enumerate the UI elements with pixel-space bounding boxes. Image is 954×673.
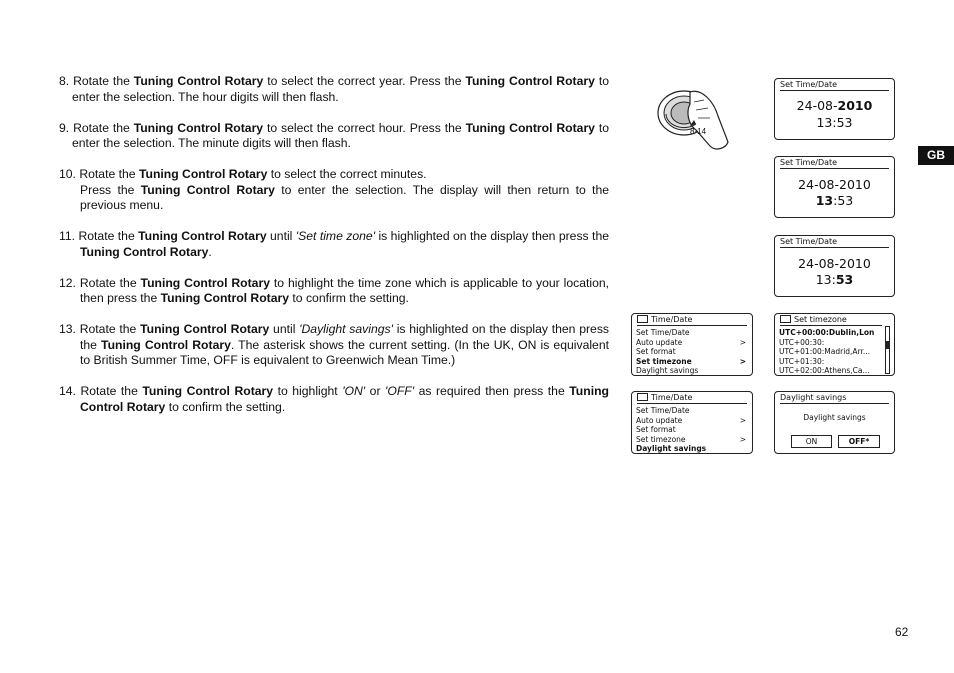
menu-row-label: UTC+01:30: (779, 356, 825, 366)
menu-row-label: UTC+01:00:Madrid,Arr... (779, 347, 871, 356)
menu-row-label: UTC+02:00:Athens,Ca... (779, 366, 870, 375)
menu-row-label: Auto update (636, 337, 683, 347)
text-run: to highlight the time zone which is applicable to your location, then press the (80, 275, 610, 305)
display-set-hour (774, 156, 895, 218)
off-option-selected: OFF* (838, 435, 880, 448)
text-run: is highlighted on the display then press the (80, 322, 610, 352)
menu-row-selected (779, 328, 882, 338)
time-prefix: 13: (815, 272, 836, 287)
menu-row (636, 425, 746, 435)
menu-row-label: Set timezone (636, 434, 686, 444)
step-number: 10. (59, 167, 80, 181)
text-run: Rotate the (73, 120, 134, 135)
step-text (59, 167, 609, 183)
text-run: to select the correct hour. Press the (263, 120, 466, 135)
step-text (59, 276, 609, 307)
step-text (59, 121, 609, 152)
quoted-menu-item: 'Daylight savings' (299, 322, 393, 336)
text-run: Rotate the (73, 74, 134, 88)
display-time-date-menu-daylight (631, 391, 753, 454)
display-header (637, 393, 747, 404)
tuning-knob-illustration (652, 84, 732, 156)
menu-row (636, 328, 746, 338)
text-run: Rotate the (79, 322, 141, 336)
quoted-menu-item: 'ON' (342, 384, 366, 398)
submenu-arrow-icon: > (739, 415, 746, 425)
step-number: 8. (59, 74, 74, 88)
quoted-menu-item: 'Set time zone' (295, 229, 376, 243)
text-run: Rotate the (78, 229, 139, 243)
instruction-steps (59, 74, 609, 431)
step-9 (59, 121, 609, 152)
bold-term: Tuning Control Rotary (80, 244, 209, 259)
menu-row-label: Set format (636, 425, 676, 434)
display-header: Set Time/Date (780, 80, 889, 91)
bold-term: Tuning Control Rotary (140, 322, 270, 336)
menu-row-selected (636, 444, 746, 454)
text-run: until (266, 229, 296, 243)
text-run: . (208, 244, 212, 259)
display-time: 13:53 (816, 115, 853, 130)
text-run: is highlighted on the display then press the (375, 229, 609, 243)
bold-term: Tuning Control Rotary (80, 384, 609, 414)
menu-row-label: Set Time/Date (636, 328, 690, 337)
display-date: 24-08-2010 (798, 177, 871, 192)
menu-row (779, 338, 882, 348)
menu-row (636, 406, 746, 416)
text-run: to enter the selection. The display will then return to the previous menu. (80, 182, 610, 212)
display-set-minute (774, 235, 895, 297)
bold-term: Tuning Control Rotary (142, 384, 274, 398)
bold-term: Tuning Control Rotary (465, 74, 595, 88)
time-rest: :53 (833, 193, 854, 208)
display-date: 24-08-2010 (798, 256, 871, 271)
display-date (775, 98, 894, 113)
display-header: Set Time/Date (780, 237, 889, 248)
menu-row-label: Auto update (636, 415, 683, 425)
display-timezone-list (774, 313, 895, 376)
text-run: as required then press the (414, 384, 570, 398)
text-run: to highlight (273, 384, 343, 398)
text-run: Rotate the (79, 167, 139, 181)
step-text (59, 384, 609, 415)
step-number: 13. (59, 322, 80, 336)
step-number: 11. (59, 229, 79, 243)
text-run: . The asterisk shows the current setting. (In the UK, ON is equivalent to British Summer Time, OFF is equivalent to Greenwich Mean Time.) (80, 337, 609, 367)
step-number: 9. (59, 120, 74, 135)
submenu-arrow-icon: > (739, 337, 746, 347)
step-13 (59, 322, 609, 369)
menu-row-label: Daylight savings (636, 444, 707, 453)
text-run: Rotate the (79, 275, 141, 290)
header-label: Set timezone (794, 315, 847, 324)
step-text (59, 229, 609, 260)
page-number: 62 (895, 625, 909, 639)
step-continuation (59, 183, 609, 214)
text-run: Press the (80, 182, 141, 197)
display-time (775, 272, 894, 287)
text-run: to enter the selection. The hour digits will then flash. (72, 74, 609, 104)
display-time (775, 193, 894, 208)
header-label: Time/Date (651, 393, 693, 402)
text-run: to confirm the setting. (165, 399, 286, 414)
menu-row-label: Set timezone (636, 356, 692, 366)
text-run: to select the correct year. Press the (263, 74, 466, 88)
header-label: Time/Date (651, 315, 693, 324)
scrollbar (885, 326, 890, 374)
menu-row (636, 435, 746, 445)
display-header: Set Time/Date (780, 158, 889, 169)
text-run: until (269, 322, 300, 336)
bold-term: Tuning Control Rotary (138, 167, 268, 181)
on-option: ON (791, 435, 832, 448)
step-10 (59, 167, 609, 214)
step-number: 14. (59, 384, 81, 398)
step-text (59, 322, 609, 369)
text-run: to enter the selection. The minute digits will then flash. (72, 120, 610, 150)
step-12 (59, 276, 609, 307)
step-number: 12. (59, 275, 80, 290)
menu-row-label: UTC+00:30: (779, 337, 825, 347)
bold-term: Tuning Control Rotary (140, 275, 270, 290)
display-header: Daylight savings (780, 393, 889, 404)
clock-icon (637, 315, 648, 323)
bold-term: Tuning Control Rotary (160, 291, 290, 305)
menu-row-label: Set format (636, 347, 676, 356)
quoted-menu-item: 'OFF' (385, 384, 415, 398)
menu-row (636, 366, 746, 376)
display-set-year (774, 78, 895, 140)
language-tab: GB (918, 146, 954, 165)
bold-term: Tuning Control Rotary (101, 337, 231, 352)
step-text (59, 74, 609, 105)
date-prefix: 24-08- (796, 98, 838, 113)
menu-row-label: UTC+00:00:Dublin,Lon (779, 328, 875, 337)
bold-term: Tuning Control Rotary (133, 120, 264, 135)
step-8 (59, 74, 609, 105)
menu-row-label: Set Time/Date (636, 406, 690, 415)
menu-row (636, 338, 746, 348)
display-time-date-menu-timezone (631, 313, 753, 376)
step-14 (59, 384, 609, 415)
clock-icon (637, 393, 648, 401)
text-run: to confirm the setting. (289, 291, 409, 305)
bold-term: Tuning Control Rotary (465, 120, 595, 135)
menu-row-label: Daylight savings (636, 366, 699, 375)
time-minute-highlight: 53 (835, 272, 854, 287)
text-run: to select the correct minutes. (267, 167, 427, 181)
bold-term: Tuning Control Rotary (133, 74, 264, 88)
knob-step-label: 8-14 (690, 127, 707, 136)
scrollbar-thumb (886, 341, 889, 349)
date-year-highlight: 2010 (837, 98, 873, 113)
submenu-arrow-icon: > (739, 356, 746, 366)
bold-term: Tuning Control Rotary (140, 182, 275, 197)
menu-row (779, 357, 882, 367)
display-header (780, 315, 882, 326)
text-run: or (365, 384, 386, 398)
menu-row-selected (636, 357, 746, 367)
menu-row (779, 347, 882, 357)
display-header (637, 315, 747, 326)
submenu-arrow-icon: > (739, 434, 746, 444)
menu-row (636, 347, 746, 357)
menu-row (779, 366, 882, 376)
clock-icon (780, 315, 791, 323)
text-run: Rotate the (80, 384, 143, 398)
bold-term: Tuning Control Rotary (138, 229, 267, 243)
step-11 (59, 229, 609, 260)
time-hour-highlight: 13 (815, 193, 834, 208)
display-daylight-savings (774, 391, 895, 454)
menu-row (636, 416, 746, 426)
display-subtitle: Daylight savings (803, 413, 866, 422)
